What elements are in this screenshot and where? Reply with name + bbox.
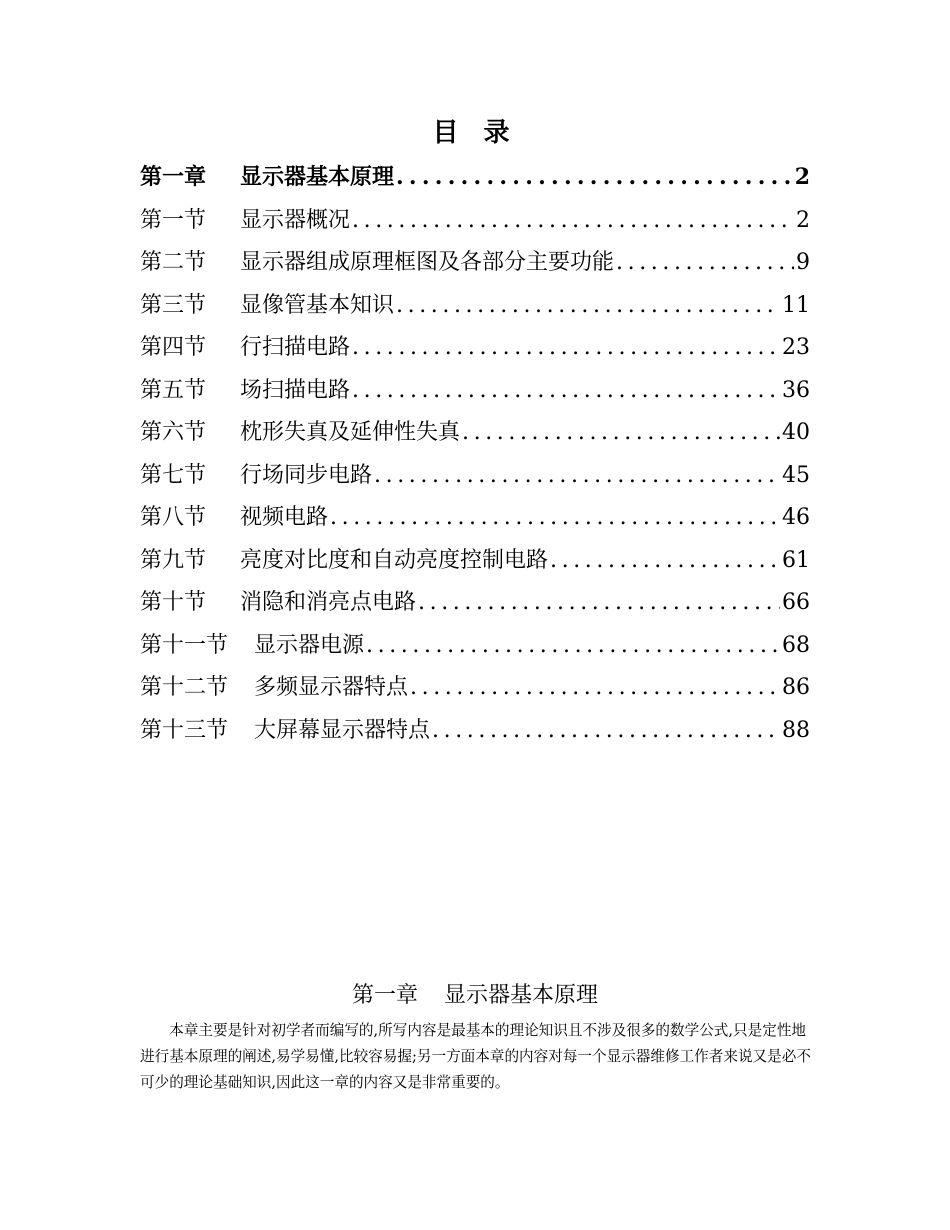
- toc-entry-label: [140, 543, 548, 574]
- toc-entry-title: 显示器基本原理: [240, 164, 395, 190]
- toc-entry-number: 第十节: [140, 590, 207, 615]
- toc-entry-title: 行场同步电路: [240, 462, 373, 488]
- toc-entry[interactable]: [140, 245, 810, 288]
- toc-entry-label: [140, 203, 350, 234]
- toc-dot-leader: [418, 590, 780, 615]
- toc-entry-title: 显示器概况: [240, 207, 351, 233]
- toc-entry-number: 第一节: [140, 207, 207, 233]
- toc-entry[interactable]: [140, 500, 810, 543]
- toc-entry[interactable]: [140, 458, 810, 501]
- table-of-contents: [140, 160, 810, 755]
- toc-entry-label: [140, 628, 364, 659]
- toc-dot-leader: [462, 420, 780, 445]
- toc-entry-number: 第十二节: [140, 675, 229, 700]
- toc-entry-title: 消隐和消亮点电路: [240, 590, 417, 615]
- toc-dot-leader: [352, 335, 780, 360]
- toc-entry-label: [140, 288, 394, 319]
- toc-entry-page: 23: [782, 335, 810, 360]
- toc-entry-number: 第八节: [140, 505, 207, 530]
- chapter-number: 第一章: [351, 983, 418, 1008]
- toc-dot-leader: [352, 208, 794, 233]
- chapter-heading: [0, 978, 950, 1009]
- toc-entry-number: 第二节: [140, 250, 207, 275]
- toc-dot-leader: [550, 548, 780, 573]
- toc-entry[interactable]: [140, 543, 810, 586]
- toc-entry[interactable]: [140, 373, 810, 416]
- toc-dot-leader: [374, 463, 780, 488]
- toc-entry-label: [140, 160, 394, 191]
- chapter-title: 显示器基本原理: [444, 983, 599, 1008]
- toc-entry-page: 36: [782, 377, 810, 403]
- toc-entry-page: 40: [782, 420, 810, 445]
- toc-entry-title: 行扫描电路: [240, 335, 351, 360]
- toc-entry-chapter[interactable]: [140, 160, 810, 203]
- toc-entry-title: 枕形失真及延伸性失真: [240, 420, 461, 445]
- toc-entry-label: [140, 458, 372, 489]
- toc-dot-leader: [616, 250, 794, 275]
- intro-paragraph: 本章主要是针对初学者而编写的,所写内容是最基本的理论知识且不涉及很多的数学公式,只是定性地进行基本原理的阐述,易学易懂,比较容易握;另一方面本章的内容对每一个显示器维修工作者来说又是必不可少的理论基础知识,因此这一章的内容又是非常重要的。: [140, 1022, 811, 1091]
- toc-dot-leader: [432, 718, 780, 743]
- toc-entry-label: [140, 373, 350, 404]
- toc-entry-number: 第四节: [140, 335, 207, 360]
- toc-entry-title: 亮度对比度和自动亮度控制电路: [240, 547, 549, 573]
- toc-entry-number: 第六节: [140, 420, 207, 445]
- toc-entry-page: 11: [782, 292, 810, 318]
- toc-entry[interactable]: [140, 415, 810, 458]
- toc-title: 目 录: [432, 118, 518, 148]
- toc-entry[interactable]: [140, 713, 810, 756]
- toc-entry[interactable]: [140, 585, 810, 628]
- toc-entry[interactable]: [140, 330, 810, 373]
- toc-entry-title: 视频电路: [240, 505, 329, 530]
- toc-entry-number: 第一章: [140, 164, 207, 190]
- toc-dot-leader: [352, 378, 780, 403]
- toc-entry-page: 66: [782, 590, 810, 615]
- toc-entry-label: [140, 245, 614, 276]
- toc-entry-page: 46: [782, 505, 810, 530]
- toc-dot-leader: [396, 293, 780, 318]
- toc-entry-page: 45: [782, 462, 810, 488]
- toc-entry-page: 86: [782, 675, 810, 700]
- toc-entry-label: [140, 670, 408, 701]
- toc-entry-title: 显像管基本知识: [240, 292, 395, 318]
- toc-entry-title: 显示器电源: [254, 632, 365, 658]
- toc-dot-leader: [330, 505, 780, 530]
- chapter-intro: [140, 1018, 812, 1096]
- toc-dot-leader: [410, 675, 780, 700]
- toc-entry-page: 88: [782, 717, 810, 743]
- toc-entry[interactable]: [140, 628, 810, 671]
- toc-entry-page: 2: [796, 207, 810, 233]
- toc-entry-page: 68: [782, 632, 810, 658]
- toc-entry-page: 9: [796, 250, 810, 275]
- toc-entry-number: 第三节: [140, 292, 207, 318]
- toc-entry-number: 第七节: [140, 462, 207, 488]
- toc-dot-leader: [366, 633, 780, 658]
- toc-entry[interactable]: [140, 203, 810, 246]
- toc-entry-number: 第五节: [140, 377, 207, 403]
- toc-entry-number: 第十一节: [140, 632, 229, 658]
- toc-entry-label: [140, 713, 430, 744]
- toc-entry-title: 显示器组成原理框图及各部分主要功能: [240, 250, 615, 275]
- toc-entry-title: 场扫描电路: [240, 377, 351, 403]
- toc-entry-number: 第十三节: [140, 717, 229, 743]
- toc-entry-label: [140, 415, 460, 446]
- toc-entry[interactable]: [140, 670, 810, 713]
- toc-entry-number: 第九节: [140, 547, 207, 573]
- toc-entry-page: 2: [794, 164, 810, 190]
- toc-entry[interactable]: [140, 288, 810, 331]
- toc-entry-label: [140, 330, 350, 361]
- toc-entry-page: 61: [782, 547, 810, 573]
- toc-entry-label: [140, 585, 416, 616]
- toc-dot-leader: [396, 164, 793, 190]
- toc-entry-title: 多频显示器特点: [254, 675, 409, 700]
- toc-entry-title: 大屏幕显示器特点: [254, 717, 431, 743]
- toc-entry-label: [140, 500, 328, 531]
